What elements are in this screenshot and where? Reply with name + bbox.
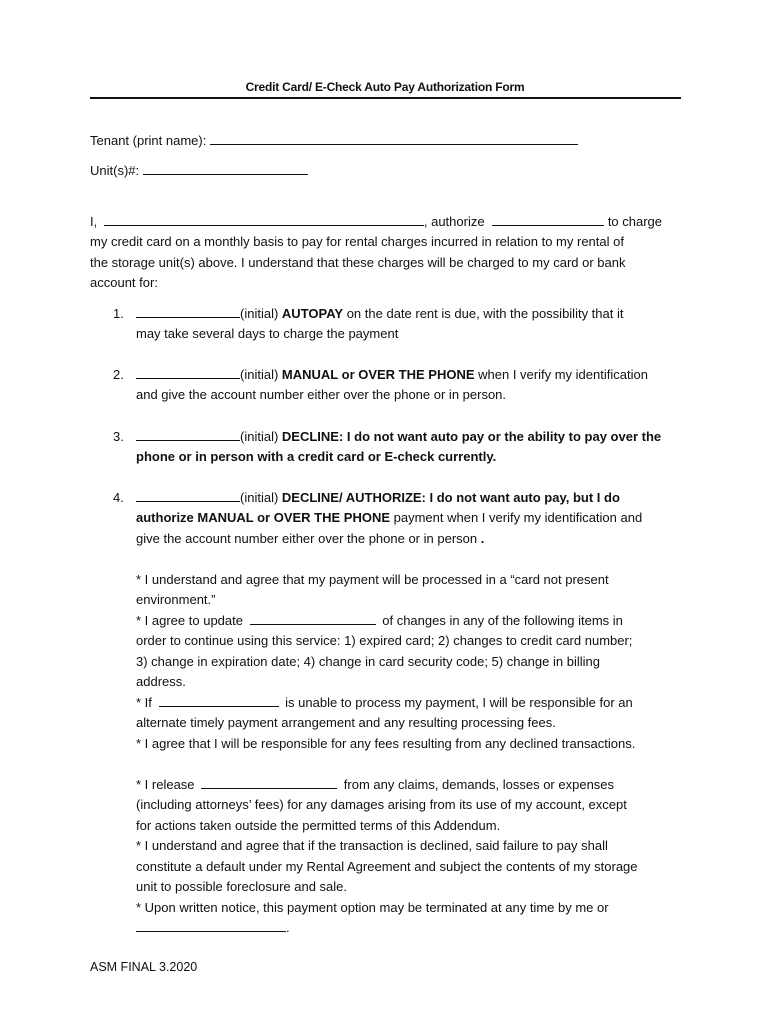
term-line-9: * I agree that I will be responsible for any fees resulting from any declined transactions.	[136, 736, 636, 751]
option-4-initial-label: (initial)	[240, 490, 279, 505]
term-update-rest: of changes in any of the following items in	[382, 613, 623, 628]
option-2-initial-label: (initial)	[240, 367, 279, 382]
processor-party-blank[interactable]	[159, 693, 279, 707]
term-release-rest: from any claims, demands, losses or expenses	[343, 777, 615, 792]
term-line-15: unit to possible foreclosure and sale.	[136, 879, 348, 894]
term-final-period: .	[286, 920, 290, 935]
term-line-14: constitute a default under my Rental Agreement and subject the contents of my storage	[136, 859, 638, 874]
option-2-line-1	[136, 365, 648, 386]
option-1-initial-label: (initial)	[240, 306, 279, 321]
option-2-rest: when I verify my identification	[474, 367, 648, 382]
unit-label: Unit(s)#:	[90, 163, 140, 178]
option-2-bold: MANUAL or OVER THE PHONE	[281, 367, 475, 382]
option-1-number: 1.	[113, 306, 124, 321]
option-3-initial-label: (initial)	[240, 429, 279, 444]
option-3-number: 3.	[113, 429, 124, 444]
term-line-10	[136, 775, 614, 796]
term-line-3	[136, 611, 623, 632]
term-release-text: * I release	[136, 777, 195, 792]
update-party-blank[interactable]	[250, 611, 376, 625]
term-line-12: for actions taken outside the permitted terms of this Addendum.	[136, 818, 501, 833]
unit-line	[90, 161, 308, 182]
option-4-number: 4.	[113, 490, 124, 505]
title-rule	[90, 97, 681, 99]
option-4-line-3	[136, 529, 484, 550]
option-3-bold: DECLINE: I do not want auto pay or the ability to pay over the	[281, 429, 662, 444]
option-2-line-2: and give the account number either over the phone or in person.	[136, 387, 507, 402]
intro-line-1	[90, 212, 662, 233]
option-4-line-2	[136, 508, 642, 529]
option-1-rest: on the date rent is due, with the possibility that it	[343, 306, 624, 321]
intro-to-charge: to charge	[607, 214, 663, 229]
term-line-8: alternate timely payment arrangement and any resulting processing fees.	[136, 715, 556, 730]
term-if-text: * If	[136, 695, 152, 710]
authorized-party-blank[interactable]	[492, 212, 604, 226]
term-line-6: address.	[136, 674, 186, 689]
option-1-initial-blank[interactable]	[136, 304, 240, 318]
option-1-line-1	[136, 304, 623, 325]
intro-authorize: , authorize	[423, 214, 485, 229]
option-4-bold: DECLINE/ AUTHORIZE: I do not want auto pay, but I do	[281, 490, 620, 505]
tenant-line	[90, 131, 578, 152]
option-3-initial-blank[interactable]	[136, 427, 240, 441]
term-update-text: * I agree to update	[136, 613, 243, 628]
term-line-2: environment.”	[136, 592, 216, 607]
intro-line-2: my credit card on a monthly basis to pay for rental charges incurred in relation to my rental of	[90, 234, 624, 249]
option-4-rest-line-2: payment when I verify my identification and	[390, 510, 643, 525]
term-line-4: order to continue using this service: 1) expired card; 2) changes to credit card number;	[136, 633, 633, 648]
option-4-line-3-bold: .	[480, 531, 485, 546]
option-3-bold-line-2: phone or in person with a credit card or E-check currently.	[136, 449, 497, 464]
term-line-11: (including attorneys’ fees) for any damages arising from its use of my account, except	[136, 797, 627, 812]
intro-i: I,	[90, 214, 98, 229]
term-line-1: * I understand and agree that my payment will be processed in a “card not present	[136, 572, 609, 587]
term-line-17	[136, 918, 290, 939]
authorizer-name-blank[interactable]	[104, 212, 424, 226]
option-4-initial-blank[interactable]	[136, 488, 240, 502]
option-1-bold: AUTOPAY	[281, 306, 344, 321]
option-3-line-1	[136, 427, 661, 448]
option-4-line-1	[136, 488, 620, 509]
form-title: Credit Card/ E-Check Auto Pay Authorization Form	[245, 80, 525, 94]
terminating-party-blank[interactable]	[136, 918, 286, 932]
option-4-line-3-text: give the account number either over the phone or in person	[136, 531, 481, 546]
tenant-name-blank[interactable]	[210, 131, 578, 145]
released-party-blank[interactable]	[201, 775, 337, 789]
tenant-label: Tenant (print name):	[90, 133, 207, 148]
option-2-number: 2.	[113, 367, 124, 382]
term-line-5: 3) change in expiration date; 4) change in card security code; 5) change in billing	[136, 654, 600, 669]
intro-line-3: the storage unit(s) above. I understand that these charges will be charged to my card or bank	[90, 255, 626, 270]
term-line-13: * I understand and agree that if the transaction is declined, said failure to pay shall	[136, 838, 608, 853]
option-1-line-2: may take several days to charge the payment	[136, 326, 399, 341]
option-4-bold-line-2: authorize MANUAL or OVER THE PHONE	[136, 510, 391, 525]
footer-version: ASM FINAL 3.2020	[90, 960, 198, 974]
term-if-rest: is unable to process my payment, I will be responsible for an	[285, 695, 633, 710]
term-line-7	[136, 693, 633, 714]
option-3-line-2	[136, 447, 496, 468]
option-2-initial-blank[interactable]	[136, 365, 240, 379]
unit-number-blank[interactable]	[143, 161, 308, 175]
term-line-16: * Upon written notice, this payment option may be terminated at any time by me or	[136, 900, 609, 915]
intro-line-4: account for:	[90, 275, 158, 290]
